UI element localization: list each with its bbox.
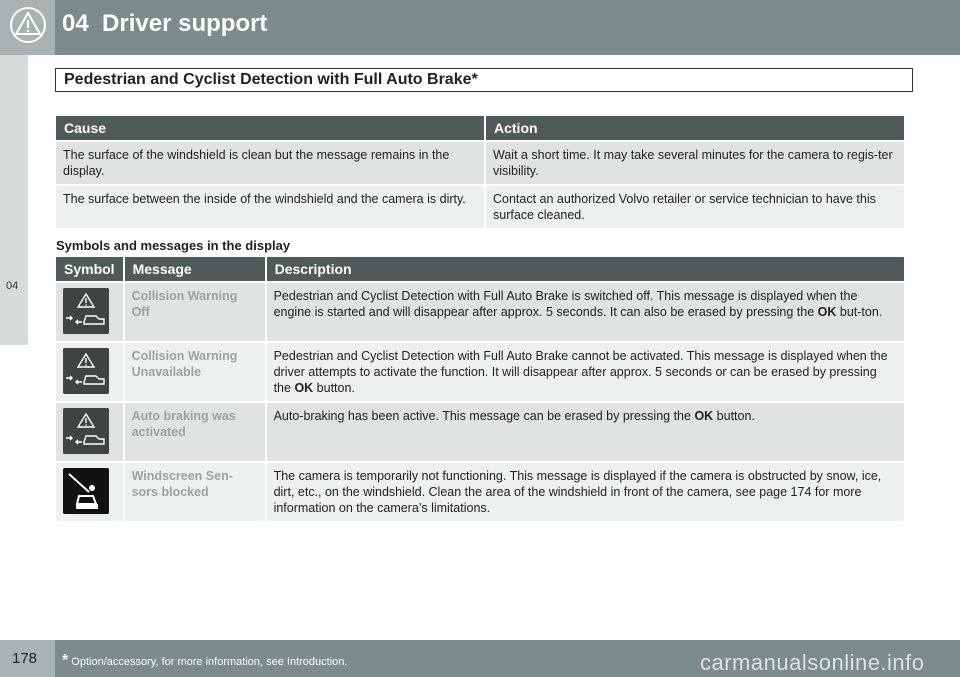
description-cell	[267, 403, 904, 461]
action-cell: Contact an authorized Volvo retailer or service technician to have this surface cleaned.	[486, 186, 904, 228]
cause-action-table	[54, 114, 906, 230]
description-text: The camera is temporarily not functioning. This message is displayed if the camera is obstructed by snow, ice, dirt, etc., on the windshield. Clean the area of the windshield in front of the camera, see page 174 for more information on the camera’s limitations.	[273, 469, 882, 515]
footnote-text: Option/accessory, for more information, see Introduction.	[68, 656, 348, 668]
table-header-row	[56, 116, 904, 140]
column-header-description: Description	[267, 257, 904, 281]
windscreen-sensor-blocked-icon	[63, 468, 109, 514]
column-header-action: Action	[486, 116, 904, 140]
cause-cell: The surface of the windshield is clean but the message remains in the display.	[56, 142, 484, 184]
header-icon-box	[0, 0, 55, 55]
ok-button-reference: OK	[294, 381, 314, 395]
action-cell: Wait a short time. It may take several minutes for the camera to regis-ter visibility.	[486, 142, 904, 184]
table-row	[56, 186, 904, 228]
collision-warning-icon	[63, 348, 109, 394]
description-text: button.	[713, 409, 755, 423]
table-row	[56, 142, 904, 184]
description-text: button.	[313, 381, 355, 395]
description-cell	[267, 283, 904, 341]
chapter-number: 04	[62, 10, 89, 37]
message-cell: Auto braking was activated	[125, 403, 265, 461]
symbol-cell	[56, 403, 123, 461]
message-cell: Collision Warning Unavailable	[125, 343, 265, 401]
message-cell: Collision Warning Off	[125, 283, 265, 341]
chapter-header	[0, 0, 960, 55]
description-text: Pedestrian and Cyclist Detection with Full Auto Brake cannot be activated. This message is displayed when the driver attempts to activate the function. It will disappear after approx. 5 seconds or can be erased by pressing the	[273, 349, 888, 395]
page-number-box	[0, 640, 55, 677]
table-row	[56, 343, 904, 401]
chapter-title	[62, 10, 267, 38]
description-cell	[267, 343, 904, 401]
symbols-heading: Symbols and messages in the display	[56, 238, 291, 253]
ok-button-reference: OK	[817, 305, 837, 319]
footnote-mark: *	[62, 652, 69, 669]
warning-triangle-icon	[9, 6, 47, 44]
table-header-row	[56, 257, 904, 281]
table-row	[56, 463, 904, 521]
side-tab-label: 04	[6, 280, 19, 292]
symbol-cell	[56, 283, 123, 341]
message-cell: Windscreen Sen-sors blocked	[125, 463, 265, 521]
symbol-cell	[56, 463, 123, 521]
section-title: Pedestrian and Cyclist Detection with Full Auto Brake*	[55, 68, 913, 92]
chapter-side-tab	[0, 270, 28, 342]
ok-button-reference: OK	[694, 409, 714, 423]
footnote	[62, 652, 347, 670]
description-text: Auto-braking has been active. This message can be erased by pressing the	[273, 409, 695, 423]
table-row	[56, 403, 904, 461]
column-header-message: Message	[125, 257, 265, 281]
collision-warning-icon	[63, 288, 109, 334]
page-number: 178	[12, 650, 38, 667]
cause-cell: The surface between the inside of the windshield and the camera is dirty.	[56, 186, 484, 228]
table-row	[56, 283, 904, 341]
description-cell	[267, 463, 904, 521]
description-text: but-ton.	[836, 305, 883, 319]
column-header-cause: Cause	[56, 116, 484, 140]
column-header-symbol: Symbol	[56, 257, 123, 281]
chapter-name: Driver support	[102, 10, 268, 37]
description-text: Pedestrian and Cyclist Detection with Full Auto Brake is switched off. This message is displayed when the engine is started and will disappear after approx. 5 seconds. It can also be erased by pressing the	[273, 289, 858, 319]
watermark: carmanualsonline.info	[700, 650, 925, 675]
collision-warning-icon	[63, 408, 109, 454]
symbol-cell	[56, 343, 123, 401]
symbols-messages-table	[54, 255, 906, 523]
